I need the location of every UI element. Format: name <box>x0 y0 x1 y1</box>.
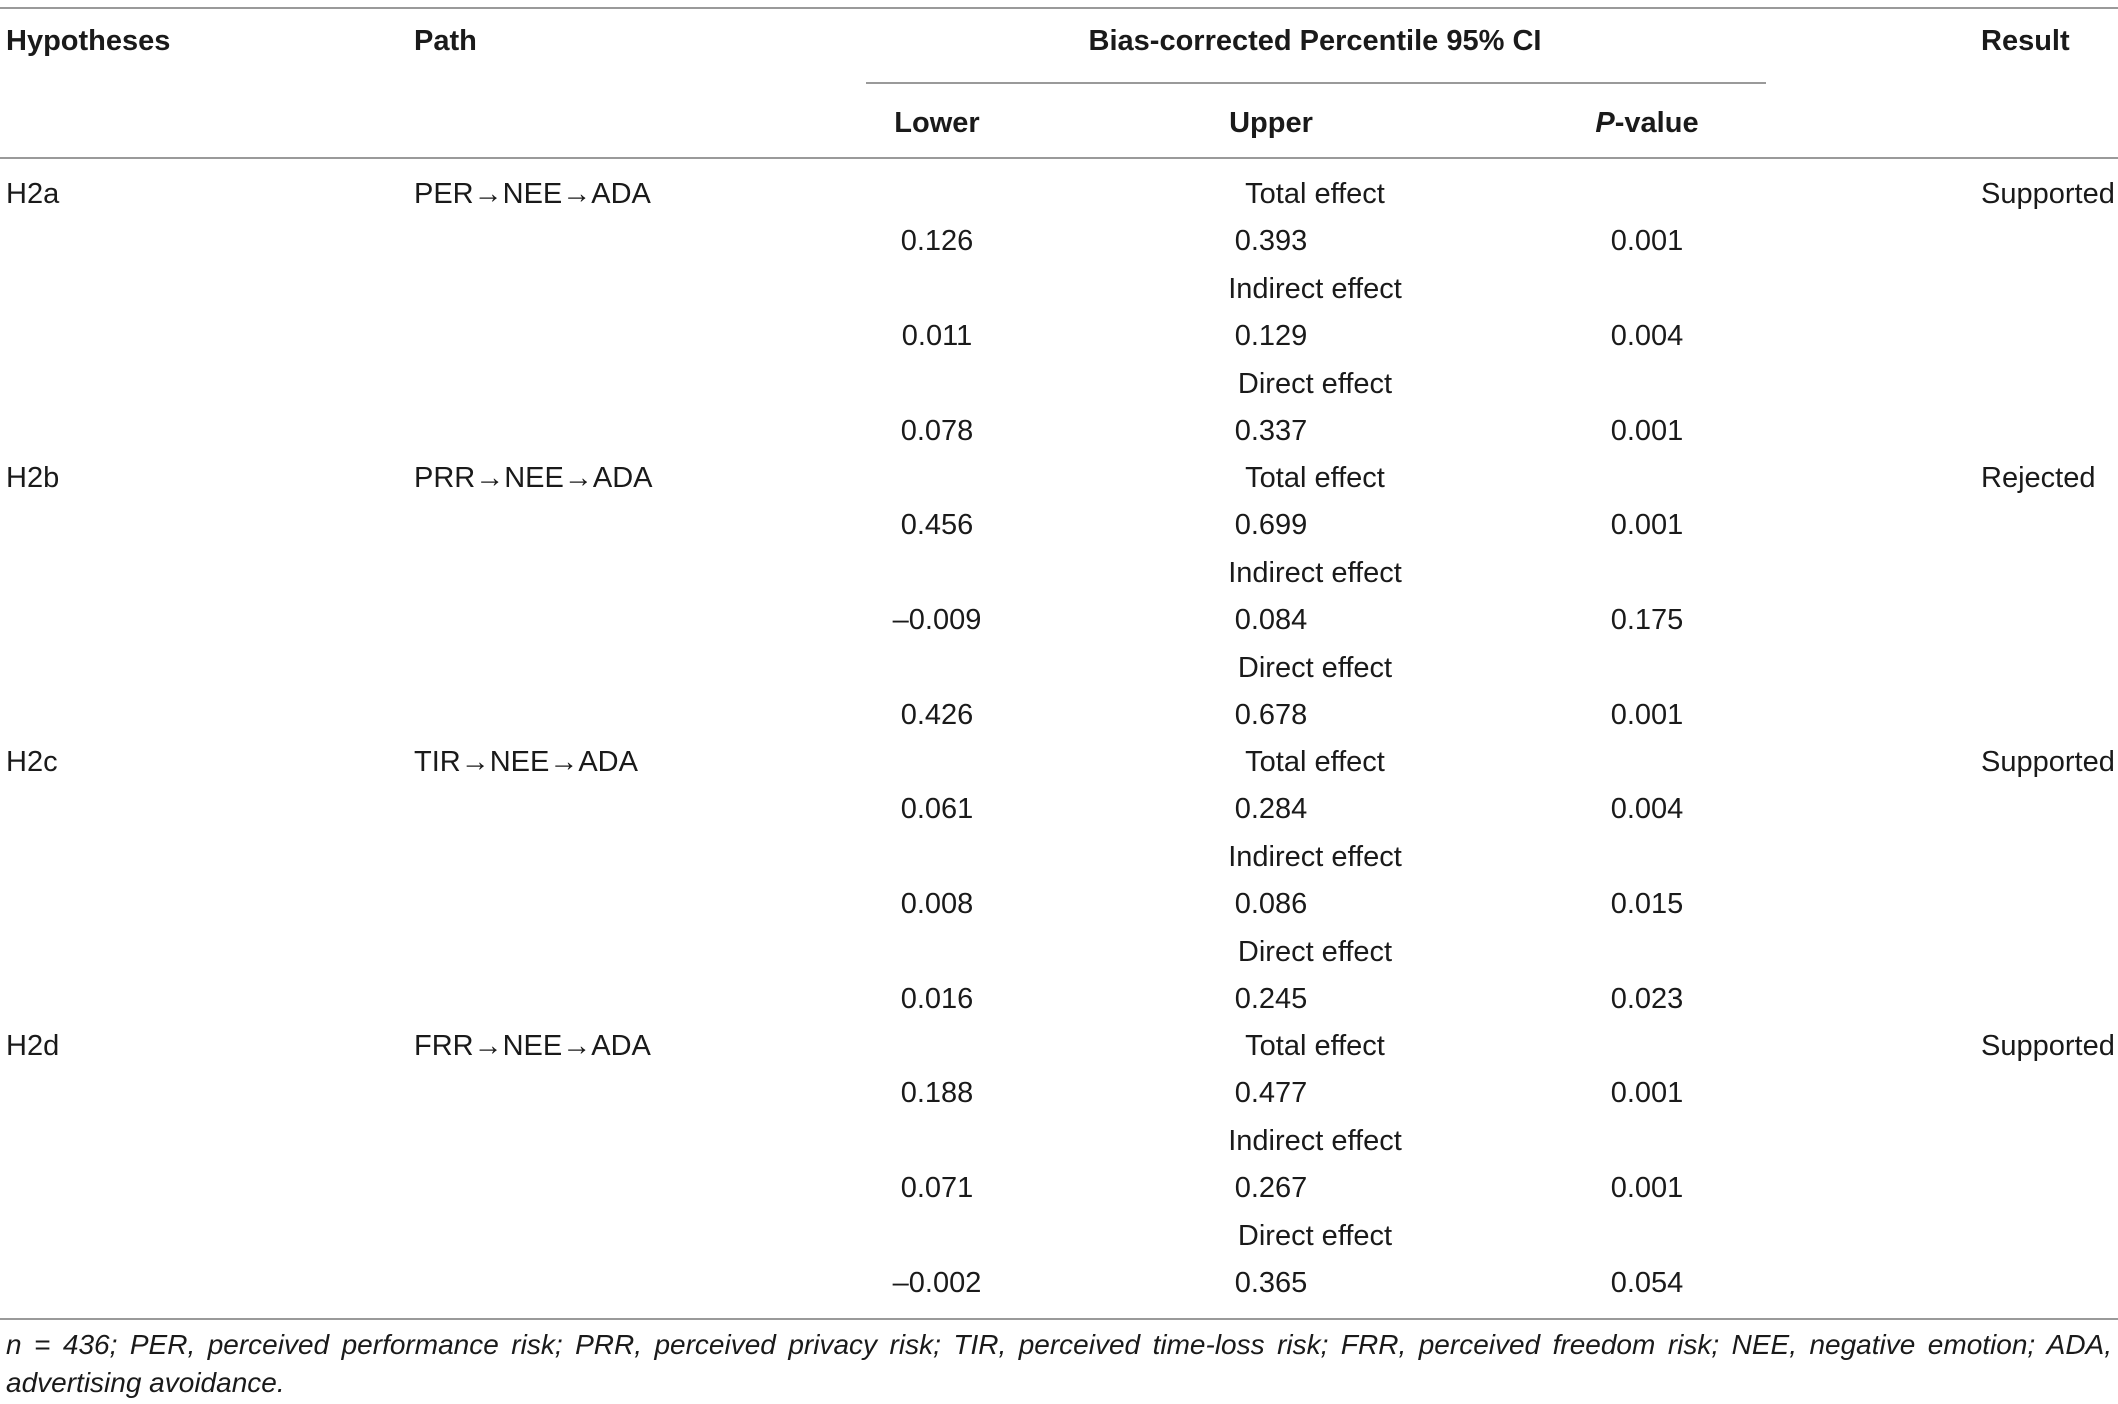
indirect-p-value: 0.175 <box>1610 604 1684 636</box>
effect-label-total: Total effect <box>1245 1030 1385 1062</box>
indirect-upper: 0.267 <box>1234 1172 1308 1204</box>
total-lower: 0.456 <box>900 509 974 541</box>
total-p-value: 0.001 <box>1610 1077 1684 1109</box>
direct-lower: 0.078 <box>900 415 974 447</box>
header-p-value <box>1595 105 1698 141</box>
direct-lower: –0.002 <box>892 1267 982 1299</box>
hypothesis-path: FRR→NEE→ADA <box>414 1030 651 1062</box>
effect-label-indirect: Indirect effect <box>1228 841 1402 873</box>
total-lower: 0.061 <box>900 793 974 825</box>
header-lower: Lower <box>894 107 980 139</box>
effect-label-direct: Direct effect <box>1237 368 1393 400</box>
hypothesis-id: H2b <box>6 462 60 494</box>
indirect-p-value: 0.001 <box>1610 1172 1684 1204</box>
total-upper: 0.393 <box>1234 225 1308 257</box>
indirect-upper: 0.129 <box>1234 320 1308 352</box>
effect-label-total: Total effect <box>1245 178 1385 210</box>
header-upper: Upper <box>1229 107 1313 139</box>
total-upper: 0.699 <box>1234 509 1308 541</box>
header-result: Result <box>1981 25 2070 57</box>
indirect-upper: 0.084 <box>1234 604 1308 636</box>
header-ci-group: Bias-corrected Percentile 95% CI <box>1088 25 1542 57</box>
indirect-lower: –0.009 <box>892 604 982 636</box>
total-p-value: 0.001 <box>1610 509 1684 541</box>
indirect-upper: 0.086 <box>1234 888 1308 920</box>
hypothesis-result: Supported <box>1981 1030 2115 1062</box>
total-p-value: 0.001 <box>1610 225 1684 257</box>
table-bottom-rule <box>0 1318 2118 1320</box>
total-p-value: 0.004 <box>1610 793 1684 825</box>
effect-label-total: Total effect <box>1245 746 1385 778</box>
hypothesis-id: H2a <box>6 178 60 210</box>
hypothesis-path: TIR→NEE→ADA <box>414 746 638 778</box>
header-bottom-rule <box>0 157 2118 159</box>
effect-label-indirect: Indirect effect <box>1228 1125 1402 1157</box>
hypothesis-id: H2d <box>6 1030 60 1062</box>
total-upper: 0.284 <box>1234 793 1308 825</box>
total-lower: 0.126 <box>900 225 974 257</box>
indirect-lower: 0.011 <box>901 320 973 352</box>
indirect-p-value: 0.004 <box>1610 320 1684 352</box>
hypothesis-result: Supported <box>1981 746 2115 778</box>
direct-p-value: 0.001 <box>1610 699 1684 731</box>
header-hypotheses: Hypotheses <box>6 25 171 57</box>
table-footnote: n = 436; PER, perceived performance risk; PRR, perceived privacy risk; TIR, perceived time-loss risk; FRR, perceived freedom risk; NEE, negative emotion; ADA, advertising avoidance. <box>6 1329 2112 1398</box>
direct-p-value: 0.054 <box>1610 1267 1684 1299</box>
effect-label-direct: Direct effect <box>1237 936 1393 968</box>
hypothesis-path: PER→NEE→ADA <box>414 178 651 210</box>
header-p-suffix: -value <box>1614 107 1699 139</box>
effect-label-direct: Direct effect <box>1237 652 1393 684</box>
effect-label-indirect: Indirect effect <box>1228 557 1402 589</box>
ci-group-underline <box>866 82 1766 84</box>
effect-label-direct: Direct effect <box>1237 1220 1393 1252</box>
hypothesis-id: H2c <box>6 746 58 778</box>
hypothesis-result: Rejected <box>1981 462 2096 494</box>
indirect-p-value: 0.015 <box>1610 888 1684 920</box>
top-rule <box>0 7 2118 9</box>
total-lower: 0.188 <box>900 1077 974 1109</box>
header-path: Path <box>414 25 477 57</box>
direct-upper: 0.245 <box>1234 983 1308 1015</box>
hypothesis-result: Supported <box>1981 178 2115 210</box>
total-upper: 0.477 <box>1234 1077 1308 1109</box>
direct-upper: 0.365 <box>1234 1267 1308 1299</box>
direct-p-value: 0.001 <box>1610 415 1684 447</box>
effect-label-indirect: Indirect effect <box>1228 273 1402 305</box>
direct-lower: 0.426 <box>900 699 974 731</box>
effect-label-total: Total effect <box>1245 462 1385 494</box>
direct-upper: 0.678 <box>1234 699 1308 731</box>
direct-p-value: 0.023 <box>1610 983 1684 1015</box>
indirect-lower: 0.071 <box>900 1172 974 1204</box>
direct-upper: 0.337 <box>1234 415 1308 447</box>
header-p-letter: P <box>1595 107 1615 139</box>
direct-lower: 0.016 <box>900 983 974 1015</box>
hypothesis-path: PRR→NEE→ADA <box>414 462 653 494</box>
indirect-lower: 0.008 <box>900 888 974 920</box>
